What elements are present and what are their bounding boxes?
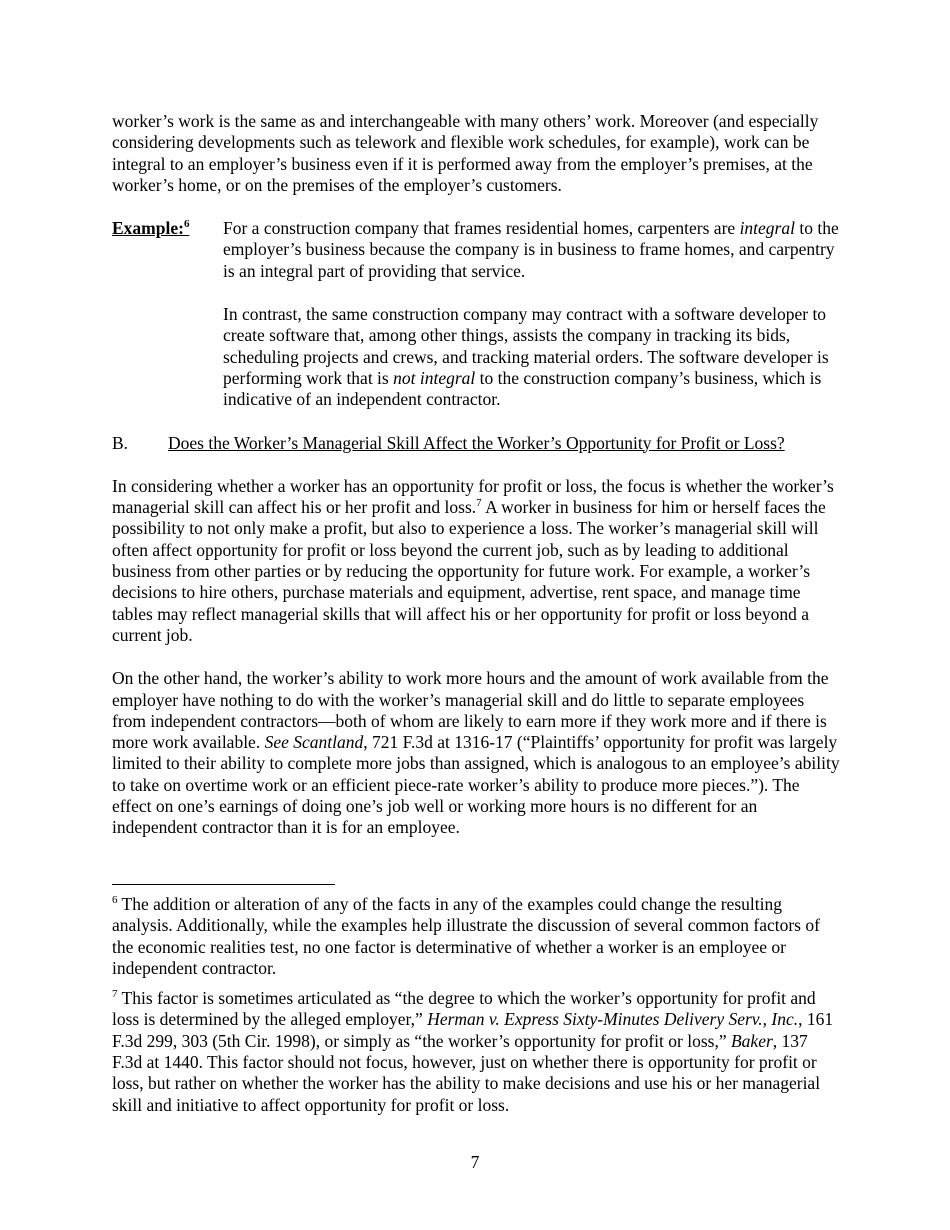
para1-text-b: A worker in business for him or herself faces the possibility to not only make a profit, but also to experience a loss. The worker’s managerial skill will often affect opportunity for profit or loss beyond the current job, such as by leading to additional business from other parties or by reducing the opportunity for future work. For example, a worker’s decisions to hire others, purchase materials and equipment, advertise, rent space, and manage time tables may reflect managerial skills that will affect his or her opportunity for profit or loss beyond a current job. bbox=[112, 497, 826, 645]
footnote-7-number: 7 bbox=[112, 988, 118, 1001]
section-number: B. bbox=[112, 432, 129, 453]
example-paragraph-1 bbox=[223, 218, 842, 282]
example-paragraph-2 bbox=[223, 304, 842, 410]
footnote-7-case-name: Herman v. Express Sixty-Minutes Delivery Serv., Inc. bbox=[427, 1009, 799, 1030]
footnote-6-text: The addition or alteration of any of the facts in any of the examples could change the resulting analysis. Additionally, while the examples help illustrate the discussion of several common factors of the economic realities test, no one factor is determinative of whether a worker is an employee or independent contractor. bbox=[112, 894, 820, 978]
footnote-6-number: 6 bbox=[112, 894, 118, 907]
page-number: 7 bbox=[470, 1152, 480, 1172]
example-p2-text-a: In contrast, the same construction company may contract with a software developer to create software that, among other things, assists the company in tracking its bids, scheduling projects and crews, and tracking material orders. The software developer is performing work that is bbox=[223, 304, 829, 388]
para1-text-a: In considering whether a worker has an opportunity for profit or loss, the focus is whether the worker’s managerial skill can affect his or her profit and loss. bbox=[112, 475, 834, 518]
body-paragraph-1 bbox=[112, 476, 842, 646]
example-label bbox=[112, 218, 223, 410]
example-p1-emphasis: integral bbox=[739, 218, 795, 239]
para2-citation: See Scantland bbox=[264, 732, 364, 753]
example-p1-text-b: to the employer’s business because the company is in business to frame homes, and carpentry is an integral part of providing that service. bbox=[223, 218, 839, 281]
footnote-6 bbox=[112, 894, 842, 979]
footnote-7-text-a: This factor is sometimes articulated as “the degree to which the worker’s opportunity for profit and loss is determined by the alleged employer,” bbox=[112, 988, 816, 1030]
document-body bbox=[112, 111, 842, 839]
example-p2-text-b: to the construction company’s business, which is indicative of an independent contractor. bbox=[223, 367, 822, 410]
example-p2-emphasis: not integral bbox=[393, 367, 476, 388]
para2-text-a: On the other hand, the worker’s ability to work more hours and the amount of work available from the employer have nothing to do with the worker’s managerial skill and do little to separate employees from independent contractors—both of whom are likely to earn more if they work more and if there is more work available. bbox=[112, 668, 829, 753]
continuation-paragraph: worker’s work is the same as and interchangeable with many others’ work. Moreover (and especially considering developments such as telework and flexible work schedules, for example), work can be integral to an employer’s business even if it is performed away from the employer’s premises, at the worker’s home, or on the premises of the employer’s customers. bbox=[112, 111, 819, 195]
example-p1-text-a: For a construction company that frames residential homes, carpenters are bbox=[223, 218, 740, 239]
footnote-7-text-b: , 161 F.3d 299, 303 (5th Cir. 1998), or simply as “the worker’s opportunity for profit or loss,” bbox=[112, 1009, 834, 1051]
footnote-divider bbox=[112, 884, 335, 885]
section-title: Does the Worker’s Managerial Skill Affect the Worker’s Opportunity for Profit or Loss? bbox=[168, 432, 785, 453]
para2-text-b: , 721 F.3d at 1316-17 (“Plaintiffs’ opportunity for profit was largely limited to their ability to complete more jobs than assigned, which is analogous to an employee’s ability to take on overtime work or an efficient piece-rate worker’s ability to produce more pieces.”). The effect on one’s earnings of doing one’s job well or working more hours is no different for an independent contractor than it is for an employee. bbox=[112, 732, 840, 838]
body-paragraph-2 bbox=[112, 668, 842, 838]
footnotes-section bbox=[112, 894, 842, 1125]
section-heading bbox=[112, 433, 842, 454]
footnote-7 bbox=[112, 988, 842, 1116]
example-block bbox=[112, 218, 842, 410]
example-label-text: Example: bbox=[112, 218, 184, 239]
example-body bbox=[223, 218, 842, 410]
footnote-ref-7: 7 bbox=[476, 497, 482, 510]
footnote-7-case-short: Baker bbox=[730, 1030, 773, 1051]
footnote-7-text-c: , 137 F.3d at 1440. This factor should not focus, however, just on whether there is opportunity for profit or loss, but rather on whether the worker has the ability to make decisions and use his or her managerial skill and initiative to affect opportunity for profit or loss. bbox=[112, 1030, 821, 1115]
footnote-ref-6: 6 bbox=[183, 218, 190, 231]
